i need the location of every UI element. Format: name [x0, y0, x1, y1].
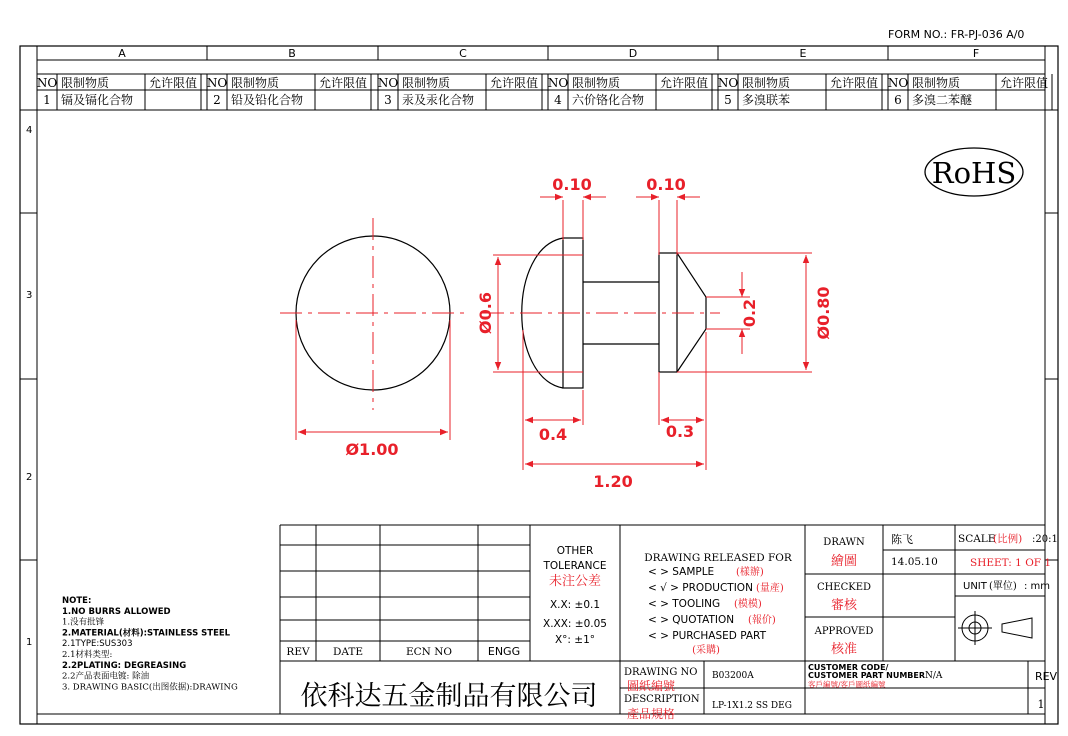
table-header-limit: 允许限值 — [660, 76, 709, 90]
dim-diameter-0-80: Ø0.80 — [814, 286, 833, 340]
col-label-a: A — [118, 47, 126, 60]
note-line: NOTE: — [62, 596, 92, 606]
table-header-item: 限制物质 — [231, 76, 280, 90]
note-line: 1.没有批锋 — [62, 617, 105, 628]
rev-header: REV — [286, 646, 310, 658]
table-header-item: 限制物质 — [61, 76, 110, 90]
unit-label-cn: (單位) — [989, 581, 1017, 592]
approvals-block — [814, 532, 938, 657]
col-label-c: C — [459, 47, 467, 60]
table-header-no: NO — [887, 76, 909, 90]
dim-diameter-0-6: Ø0.6 — [476, 292, 495, 334]
tolerance-xx: X.X: ±0.1 — [549, 599, 601, 611]
dim-length-1-20: 1.20 — [593, 472, 633, 491]
date-header: DATE — [332, 646, 364, 658]
table-header-limit: 允许限值 — [490, 76, 539, 90]
customer-label-1: CUSTOMER CODE/ — [808, 663, 889, 672]
column-labels — [118, 47, 979, 60]
drawn-label: DRAWN — [823, 537, 865, 548]
table-header-item: 限制物质 — [742, 76, 791, 90]
dim-thickness-0-10-left: 0.10 — [552, 175, 592, 194]
description-label: DESCRIPTION — [624, 694, 700, 705]
scale-value: :20:1 — [1032, 534, 1058, 545]
table-header-limit: 允许限值 — [149, 76, 198, 90]
form-number: FORM NO.: FR-PJ-036 A/0 — [888, 28, 1025, 41]
approved-label-cn: 核准 — [830, 642, 858, 657]
table-header-no: NO — [377, 76, 399, 90]
row-zone-lines — [20, 213, 1058, 560]
checked-label: CHECKED — [816, 582, 872, 593]
col-label-f: F — [972, 47, 980, 60]
table-cell-item: 多溴联苯 — [742, 93, 791, 107]
col-label-d: D — [628, 47, 638, 60]
table-cell-no: 5 — [724, 93, 732, 107]
table-header-no: NO — [206, 76, 228, 90]
table-header-item: 限制物质 — [402, 76, 451, 90]
release-quotation[interactable]: < > QUOTATION — [648, 614, 735, 626]
table-header-no: NO — [36, 76, 58, 90]
sheet-border — [20, 46, 1058, 724]
note-line: 3. DRAWING BASIC(出图依据):DRAWING — [62, 682, 238, 693]
table-header-limit: 允许限值 — [319, 76, 368, 90]
rohs-label: RoHS — [931, 156, 1017, 190]
table-header-no: NO — [717, 76, 739, 90]
note-line: 2.1材料类型: — [62, 650, 113, 660]
tolerance-title-1: OTHER — [556, 545, 594, 557]
scale-label: SCALE — [958, 533, 996, 545]
approved-label: APPROVED — [814, 626, 874, 637]
drawn-date: 14.05.10 — [891, 556, 938, 568]
release-purchased[interactable]: < > PURCHASED PART — [648, 630, 766, 642]
release-production-cn: (量產) — [756, 583, 784, 594]
tolerance-block — [542, 545, 607, 646]
table-cell-item: 汞及汞化合物 — [402, 93, 475, 107]
drawing-no-label-cn: 圖紙編號 — [627, 679, 676, 693]
note-line: 2.MATERIAL(材料):STAINLESS STEEL — [62, 628, 231, 639]
ecn-header: ECN NO — [405, 646, 453, 658]
note-line: 1.NO BURRS ALLOWED — [62, 606, 171, 617]
description-label-cn: 產品規格 — [627, 707, 676, 721]
table-cell-item: 六价铬化合物 — [572, 93, 645, 107]
dim-0-2: 0.2 — [740, 298, 759, 328]
release-title: DRAWING RELEASED FOR — [644, 552, 792, 564]
dim-diameter-1-00: Ø1.00 — [345, 440, 399, 459]
notes-block — [62, 596, 238, 692]
company-name: 依科达五金制品有限公司 — [300, 681, 598, 712]
table-header-limit: 允许限值 — [830, 76, 879, 90]
table-cell-no: 1 — [43, 93, 51, 107]
drawing-no-value: B03200A — [712, 671, 754, 681]
customer-label-2: CUSTOMER PART NUMBER — [808, 671, 925, 680]
rev-value: 1 — [1037, 698, 1045, 711]
drawn-label-cn: 繪圖 — [830, 554, 858, 569]
table-header-item: 限制物质 — [912, 76, 961, 90]
note-line: 2.2产品表面电镀: 除油 — [62, 671, 150, 682]
restricted-substances-table — [37, 74, 1052, 110]
release-sample[interactable]: < > SAMPLE — [648, 566, 715, 578]
drawing-no-label: DRAWING NO — [624, 667, 698, 678]
col-label-e: E — [799, 47, 807, 60]
row-label-1: 1 — [26, 637, 33, 648]
rev-label: REV — [1034, 670, 1058, 683]
table-cell-no: 3 — [384, 93, 392, 107]
description-value: LP-1X1.2 SS DEG — [712, 701, 792, 711]
table-cell-no: 6 — [894, 93, 902, 107]
table-cell-item: 镉及镉化合物 — [61, 93, 134, 107]
table-header-limit: 允许限值 — [1000, 76, 1049, 90]
tolerance-title-2: TOLERANCE — [543, 560, 607, 572]
dim-thickness-0-10-right: 0.10 — [646, 175, 686, 194]
customer-value: N/A — [925, 671, 943, 681]
projection-symbol-icon — [958, 611, 1032, 645]
table-cell-no: 2 — [213, 93, 221, 107]
row-label-2: 2 — [26, 472, 33, 483]
engg-header: ENGG — [487, 645, 521, 658]
release-block — [644, 552, 793, 656]
tolerance-title-cn: 未注公差 — [548, 574, 602, 589]
release-tooling-cn: (模模) — [734, 599, 762, 610]
tolerance-angle: X°: ±1° — [554, 634, 596, 646]
checked-label-cn: 審核 — [830, 598, 858, 613]
customer-label-cn: 客戶編號/客戶圖紙編號 — [808, 680, 886, 689]
scale-label-cn: (比例) — [993, 533, 1023, 545]
front-view-circle — [280, 218, 465, 440]
column-zone-lines — [207, 46, 888, 60]
table-cell-item: 多溴二苯醚 — [912, 93, 973, 107]
table-cell-no: 4 — [554, 93, 562, 107]
row-label-3: 3 — [26, 290, 33, 301]
release-sample-cn: (樣辦) — [736, 567, 764, 578]
drawn-name: 陈飞 — [891, 533, 913, 546]
note-line: 2.1TYPE:SUS303 — [62, 639, 133, 650]
unit-value: : mm — [1024, 581, 1051, 592]
dim-length-0-4: 0.4 — [538, 425, 568, 444]
tolerance-xxx: X.XX: ±0.05 — [543, 618, 607, 630]
release-purchased-cn: (采購) — [692, 645, 720, 656]
unit-label: UNIT — [963, 581, 987, 592]
row-label-4: 4 — [26, 125, 33, 136]
sheet-count: SHEET: 1 OF 1 — [970, 557, 1052, 569]
release-tooling[interactable]: < > TOOLING — [648, 598, 721, 610]
table-cell-item: 铅及铅化合物 — [231, 93, 304, 107]
col-label-b: B — [288, 47, 296, 60]
dim-length-0-3: 0.3 — [665, 422, 695, 441]
table-header-item: 限制物质 — [572, 76, 621, 90]
release-quotation-cn: (報价) — [748, 615, 776, 626]
release-production[interactable]: < √ > PRODUCTION — [648, 582, 753, 594]
table-header-no: NO — [547, 76, 569, 90]
note-line: 2.2PLATING: DEGREASING — [62, 660, 187, 671]
